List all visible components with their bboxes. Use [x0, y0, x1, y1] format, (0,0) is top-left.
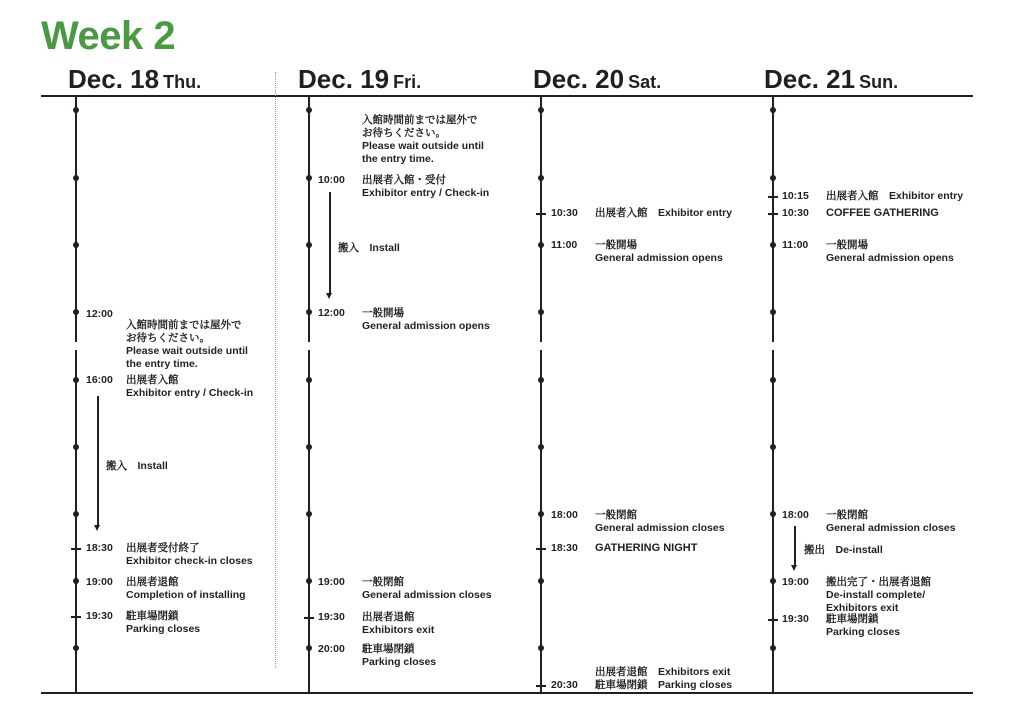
time-label: 18:00	[551, 509, 578, 521]
event-general-opens: 一般開場 General admission opens	[826, 239, 954, 264]
event-exhibitor-exit: 出展者退館 Exhibitors exit	[362, 611, 435, 636]
hour-dot	[538, 377, 544, 383]
time-label: 19:30	[318, 611, 345, 623]
top-rule	[41, 95, 973, 97]
timeline-dec-18-lower	[75, 350, 77, 692]
event-parking-closes: 駐車場閉鎖 Parking closes	[826, 613, 901, 638]
hour-dot	[770, 377, 776, 383]
hour-dot	[306, 309, 312, 315]
time-tick	[536, 685, 546, 687]
timeline-dec-21-upper	[772, 96, 774, 342]
event-coffee-gathering: COFFEE GATHERING	[826, 207, 939, 219]
hour-dot	[538, 309, 544, 315]
time-label: 19:30	[86, 610, 113, 622]
event-parking-closes: 駐車場閉鎖 Parking closes	[126, 610, 201, 635]
hour-dot	[306, 377, 312, 383]
time-label: 11:00	[551, 239, 578, 251]
hour-dot	[770, 242, 776, 248]
hour-dot	[306, 444, 312, 450]
day-header-dec-21: Dec. 21 Sun.	[764, 64, 899, 94]
hour-dot	[73, 242, 79, 248]
event-exhibitor-exit: 出展者退館 Completion of installing	[126, 576, 246, 601]
time-label: 18:30	[551, 542, 578, 554]
event-general-closes: 一般閉館 General admission closes	[595, 509, 725, 534]
time-tick	[768, 619, 778, 621]
hour-dot	[73, 175, 79, 181]
event-exhibitor-entry: 出展者入館 Exhibitor entry / Check-in	[126, 374, 254, 399]
time-label: 19:00	[782, 576, 809, 588]
event-deinstall-complete: 搬出完了・出展者退館 De-install complete/ Exhibitors exit	[826, 576, 931, 614]
event-wait-outside: 入館時間前までは屋外で お待ちください。 Please wait outside until the entry time.	[126, 319, 248, 370]
hour-dot	[770, 309, 776, 315]
hour-dot	[306, 175, 312, 181]
event-general-closes: 一般閉館 General admission closes	[362, 576, 492, 601]
hour-dot	[538, 107, 544, 113]
time-tick	[304, 617, 314, 619]
timeline-dec-20-upper	[540, 96, 542, 342]
install-arrow	[97, 396, 99, 526]
hour-dot	[73, 377, 79, 383]
bottom-rule	[41, 692, 973, 694]
event-gathering-night: GATHERING NIGHT	[595, 542, 698, 554]
hour-dot	[306, 511, 312, 517]
page-title: Week 2	[41, 14, 176, 58]
install-label: 搬入 Install	[106, 460, 168, 472]
hour-dot	[73, 444, 79, 450]
time-tick	[768, 213, 778, 215]
time-tick	[71, 548, 81, 550]
event-wait-outside: 入館時間前までは屋外で お待ちください。 Please wait outside until the entry time.	[362, 114, 484, 165]
hour-dot	[306, 107, 312, 113]
event-checkin-closes: 出展者受付終了 Exhibitor check-in closes	[126, 542, 253, 567]
time-label: 16:00	[86, 374, 113, 386]
timeline-dec-19-lower	[308, 350, 310, 692]
timeline-dec-19-upper	[308, 96, 310, 342]
time-label: 11:00	[782, 239, 809, 251]
day-header-dec-20: Dec. 20 Sat.	[533, 64, 662, 94]
hour-dot	[306, 578, 312, 584]
timeline-dec-21-lower	[772, 350, 774, 692]
event-exhibitors-exit-parking: 出展者退館 Exhibitors exit 駐車場閉鎖 Parking closes	[595, 666, 733, 691]
time-label: 12:00	[86, 308, 113, 320]
time-tick	[768, 196, 778, 198]
event-general-opens: 一般開場 General admission opens	[362, 307, 490, 332]
time-label: 10:00	[318, 174, 345, 186]
event-exhibitor-entry: 出展者入館 Exhibitor entry	[826, 190, 964, 202]
time-tick	[536, 548, 546, 550]
hour-dot	[538, 242, 544, 248]
time-label: 10:30	[782, 207, 809, 219]
timeline-dec-20-lower	[540, 350, 542, 692]
time-label: 12:00	[318, 307, 345, 319]
time-label: 18:30	[86, 542, 113, 554]
hour-dot	[73, 107, 79, 113]
hour-dot	[538, 645, 544, 651]
hour-dot	[770, 511, 776, 517]
event-parking-closes: 駐車場閉鎖 Parking closes	[362, 643, 437, 668]
time-label: 10:30	[551, 207, 578, 219]
time-label: 18:00	[782, 509, 809, 521]
event-general-closes: 一般閉館 General admission closes	[826, 509, 956, 534]
day-header-dec-18: Dec. 18 Thu.	[68, 64, 202, 94]
hour-dot	[770, 107, 776, 113]
hour-dot	[538, 511, 544, 517]
timeline-dec-18-upper	[75, 96, 77, 342]
day-separator	[275, 72, 276, 668]
time-tick	[71, 616, 81, 618]
event-exhibitor-entry: 出展者入館 Exhibitor entry	[595, 207, 733, 219]
hour-dot	[770, 444, 776, 450]
deinstall-label: 搬出 De-install	[804, 544, 883, 556]
event-exhibitor-entry: 出展者入館・受付 Exhibitor entry / Check-in	[362, 174, 490, 199]
day-header-dec-19: Dec. 19 Fri.	[298, 64, 422, 94]
install-label: 搬入 Install	[338, 242, 400, 254]
hour-dot	[73, 511, 79, 517]
event-general-opens: 一般開場 General admission opens	[595, 239, 723, 264]
time-label: 20:00	[318, 643, 345, 655]
time-label: 19:30	[782, 613, 809, 625]
hour-dot	[306, 645, 312, 651]
deinstall-arrow	[794, 526, 796, 566]
hour-dot	[538, 444, 544, 450]
install-arrow	[329, 192, 331, 294]
time-tick	[536, 213, 546, 215]
time-label: 19:00	[318, 576, 345, 588]
hour-dot	[770, 645, 776, 651]
hour-dot	[73, 309, 79, 315]
hour-dot	[770, 578, 776, 584]
time-label: 10:15	[782, 190, 809, 202]
hour-dot	[770, 175, 776, 181]
time-label: 20:30	[551, 679, 578, 691]
hour-dot	[306, 242, 312, 248]
hour-dot	[73, 645, 79, 651]
time-label: 19:00	[86, 576, 113, 588]
hour-dot	[538, 578, 544, 584]
hour-dot	[538, 175, 544, 181]
hour-dot	[73, 578, 79, 584]
